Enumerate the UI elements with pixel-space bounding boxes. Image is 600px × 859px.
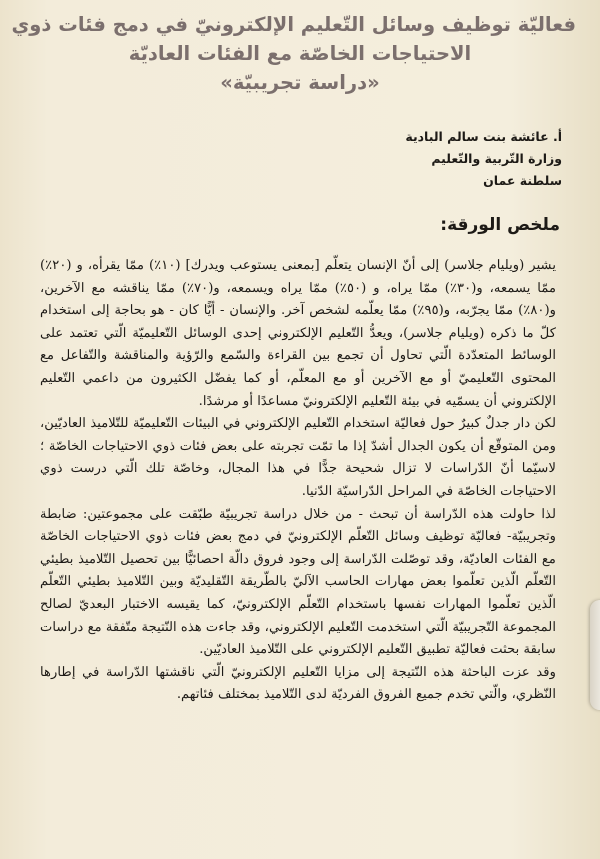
author-info: [405, 126, 562, 192]
abstract-paragraph-1: يشير (ويليام جلاسر) إلى أنّ الإنسان يتعلّم [بمعنى يستوعب ويدرك] (١٠٪) ممّا يقرأه، و (٢٠٪) ممّا يسمعه، و(٣٠٪) ممّا يراه، و (٥٠٪) ممّا يراه ويسمعه، و(٧٠٪) ممّا يناقشه مع الآخرين، و(٨٠٪) ممّا يجرّبه، و(٩٥٪) ممّا يعلّمه لشخص آخر. والإنسان - أيًّا كان - هو بحاجة إلى استخدام كلّ ما ذكره (ويليام جلاسر)، ويعدُّ التّعليم الإلكتروني إحدى الوسائل التّعليميّة الّتي تعتمد على الوسائط المتعدّدة الّتي تحاول أن تجمع بين القراءة والسّمع والرّؤية والمناقشة والتّفاعل مع المحتوى التّعليميّ أو مع الآخرين أو مع المعلّم، أو كما يفضّل الكثيرون من داعمي التّعليم الإلكتروني أن يسمّيه في بيئة التّعليم الإلكترونيّ مساعدًا أو مرشدًا.: [40, 258, 557, 409]
title-line-3: «دراسة تجريبيّة»: [220, 71, 380, 94]
abstract-body: [40, 255, 556, 707]
page-edge-tab: [590, 600, 600, 710]
title-line-1: فعاليّة توظيف وسائل التّعليم الإلكترونيّ في دمج فئات ذوي: [11, 13, 576, 36]
title-line-2: الاحتياجات الخاصّة مع الفئات العاديّة: [128, 42, 472, 65]
abstract-heading: ملخص الورقة:: [440, 215, 560, 235]
abstract-paragraph-2: لكن دار جدلٌ كبيرٌ حول فعاليّة استخدام التّعليم الإلكتروني في البيئات التّعليميّة للتّلاميذ العاديّين، ومن المتوقّع أن يكون الجدال أشدّ إذا ما تمّت تجربته على بعض فئات ذوي الاحتياجات الخاصّة ؛ لاسيّما أنّ الدّراسات لا تزال شحيحة جدًّا في هذا المجال، وخاصّة تلك الّتي درست ذوي الاحتياجات الخاصّة في المراحل الدّراسيّة الدّنيا.: [40, 416, 556, 499]
abstract-paragraph-4: وقد عزت الباحثة هذه النّتيجة إلى مزايا التّعليم الإلكترونيّ الّتي ناقشتها الدّراسة في إطارها النّظري، والّتي تخدم جميع الفروق الفرديّة لدى التّلاميذ بمختلف فئاتهم.: [40, 664, 556, 703]
author-country: سلطنة عمان: [483, 173, 562, 188]
author-ministry: وزارة التّربية والتّعليم: [431, 151, 562, 166]
author-name: أ. عائشة بنت سالم البادية: [405, 129, 562, 144]
abstract-paragraph-3: لذا حاولت هذه الدّراسة أن تبحث - من خلال دراسة تجريبيّة طبّقت على مجموعتين: ضابطة وتجريبيّة- فعاليّة توظيف وسائل التّعلّم الإلكترونيّ في دمج بعض فئات ذوي الاحتياجات الخاصّة مع الفئات العاديّة، وقد توصّلت الدّراسة إلى وجود فروق دالّة احصائيًّا بين تحصيل التّلاميذ بطيئي التّعلّم الّذين تعلّموا بعض مهارات الحاسب الآليّ بالطّريقة التّقليديّة وبين التّلاميذ بطيئي التّعلّم الّذين تعلّموا المهارات نفسها باستخدام التّعلّم الإلكترونيّ، كما يقيسه الاختبار البعديّ لصالح المجموعة التّجريبيّة الّتي استخدمت التّعليم الإلكتروني، وقد جاءت هذه النّتيجة متّفقة مع دراسات سابقة بحثت فعاليّة تطبيق التّعليم الإلكتروني على التّلاميذ العاديّين.: [40, 506, 556, 658]
paper-title: [11, 10, 576, 97]
